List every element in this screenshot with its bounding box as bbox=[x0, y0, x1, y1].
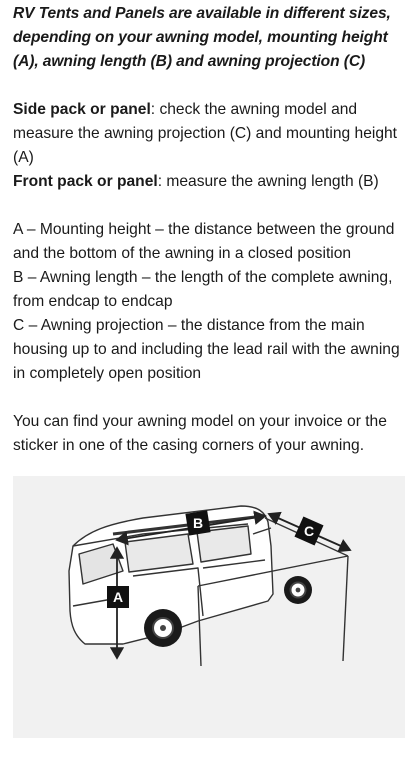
svg-text:C: C bbox=[303, 523, 315, 539]
front-pack-paragraph bbox=[13, 170, 411, 194]
spacer bbox=[13, 74, 411, 98]
side-pack-paragraph bbox=[13, 98, 411, 170]
awning-diagram-svg bbox=[13, 476, 405, 738]
spacer bbox=[13, 194, 411, 218]
side-pack-label: Side pack or panel bbox=[13, 101, 151, 118]
svg-text:A: A bbox=[112, 589, 124, 605]
intro-text: RV Tents and Panels are available in different sizes, depending on your awning model, mounting height (A), awning length (B) and awning projection (C) bbox=[13, 5, 391, 70]
definition-b: B – Awning length – the length of the complete awning, from endcap to endcap bbox=[13, 269, 393, 310]
front-pack-text: : measure the awning length (B) bbox=[157, 173, 379, 190]
definition-a: A – Mounting height – the distance between the ground and the bottom of the awning in a closed position bbox=[13, 221, 395, 262]
side-pack-text: : check the awning model and measure the awning projection (C) and mounting height (A) bbox=[13, 101, 398, 166]
awning-model-note: You can find your awning model on your invoice or the sticker in one of the casing corners of your awning. bbox=[13, 413, 387, 454]
spacer bbox=[13, 386, 411, 410]
definition-c: C – Awning projection – the distance from the main housing up to and including the lead rail with the awning in completely open position bbox=[13, 317, 400, 382]
label-c bbox=[294, 516, 323, 545]
label-b bbox=[185, 510, 210, 535]
svg-text:B: B bbox=[192, 515, 204, 531]
awning-diagram bbox=[13, 476, 405, 738]
label-a bbox=[107, 586, 129, 608]
front-pack-label: Front pack or panel bbox=[13, 173, 158, 190]
